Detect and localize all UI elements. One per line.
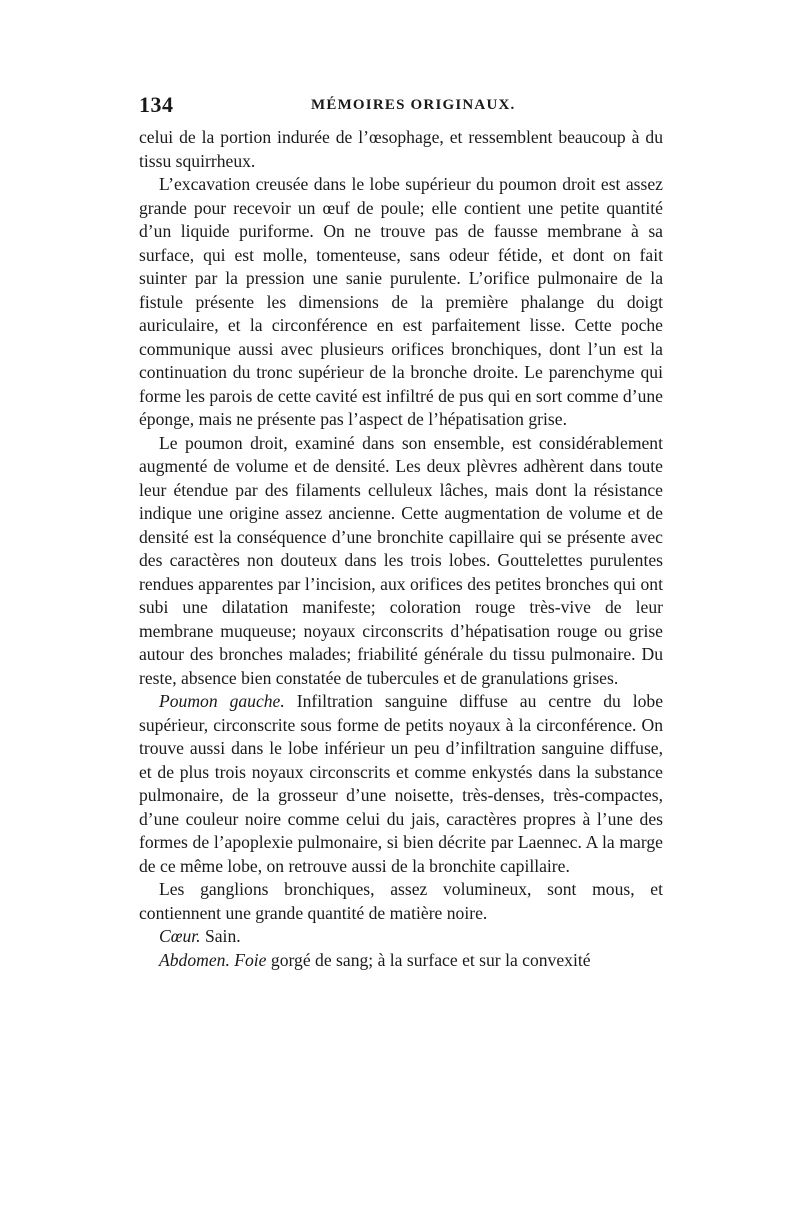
paragraph-text: Infiltration sanguine diffuse au centre du lobe supérieur, circonscrite sous forme de petits noyaux à la circonférence. On trouve aussi dans le lobe inférieur un peu d’infiltration sanguine diffuse, et de plus trois noyaux circonscrits et comme enkystés dans la substance pulmonaire, de la grosseur d’une noisette, très-denses, très-compactes, d’une couleur noire comme celui du jais, caractères propres à l’une des formes de l’apoplexie pulmonaire, si bien décrite par Laennec. A la marge de ce même lobe, on retrouve aussi de la bronchite capillaire. (139, 691, 664, 876)
paragraph (139, 690, 663, 878)
paragraph-text: Sain. (200, 926, 241, 946)
paragraph-text: gorgé de sang; à la surface et sur la convexité (266, 949, 591, 970)
paragraph (139, 173, 663, 432)
book-page (139, 92, 663, 972)
paragraph-lead: Cœur. (159, 926, 201, 946)
paragraph-lead: Abdomen. Foie (159, 949, 267, 970)
paragraph-text: L’excavation creusée dans le lobe supérieur du poumon droit est assez grande pour recevoir un œuf de poule; elle contient une petite quantité d’un liquide puriforme. On ne trouve pas de fausse membrane à sa surface, qui est molle, tomenteuse, sans odeur fétide, et dont on fait suinter par la pression une sanie purulente. L’orifice pulmonaire de la fistule présente les dimensions de la première phalange du doigt auriculaire, et la circonférence en est parfaitement lisse. Cette poche communique aussi avec plusieurs orifices bronchiques, dont l’un est la continuation du tronc supérieur de la bronche droite. Le parenchyme qui forme les parois de cette cavité est infiltré de pus qui en sort comme d’une éponge, mais ne présente pas l’aspect de l’hépatisation grise. (139, 174, 663, 429)
page-header (139, 92, 663, 126)
running-title: MÉMOIRES ORIGINAUX. (311, 97, 516, 113)
paragraph-lead: Poumon gauche. (159, 691, 285, 711)
paragraph-text: Le poumon droit, examiné dans son ensemble, est considérablement augmenté de volume et de densité. Les deux plèvres adhèrent dans toute leur étendue par des filaments celluleux lâches, mais dont la résistance indique une origine assez ancienne. Cette augmentation de volume et de densité est la conséquence d’une bronchite capillaire qui se présente avec des caractères non douteux dans les trois lobes. Gouttelettes purulentes rendues apparentes par l’incision, aux orifices des petites bronches qui ont subi une dilatation manifeste; coloration rouge très-vive de leur membrane muqueuse; noyaux circonscrits d’hépatisation rouge ou grise autour des bronches malades; friabilité générale du tissu pulmonaire. Du reste, absence bien constatée de tubercules et de granulations grises. (139, 432, 663, 688)
paragraph (139, 878, 663, 925)
paragraph (139, 949, 663, 973)
body-text (139, 126, 663, 972)
paragraph-text: Les ganglions bronchiques, assez volumineux, sont mous, et contiennent une grande quantité de matière noire. (139, 879, 663, 923)
paragraph (139, 925, 663, 949)
page-number: 134 (139, 92, 174, 117)
paragraph-text: celui de la portion indurée de l’œsophage, et ressemblent beaucoup à du tissu squirrheux. (139, 127, 663, 171)
paragraph (139, 126, 663, 173)
paragraph (139, 432, 663, 691)
